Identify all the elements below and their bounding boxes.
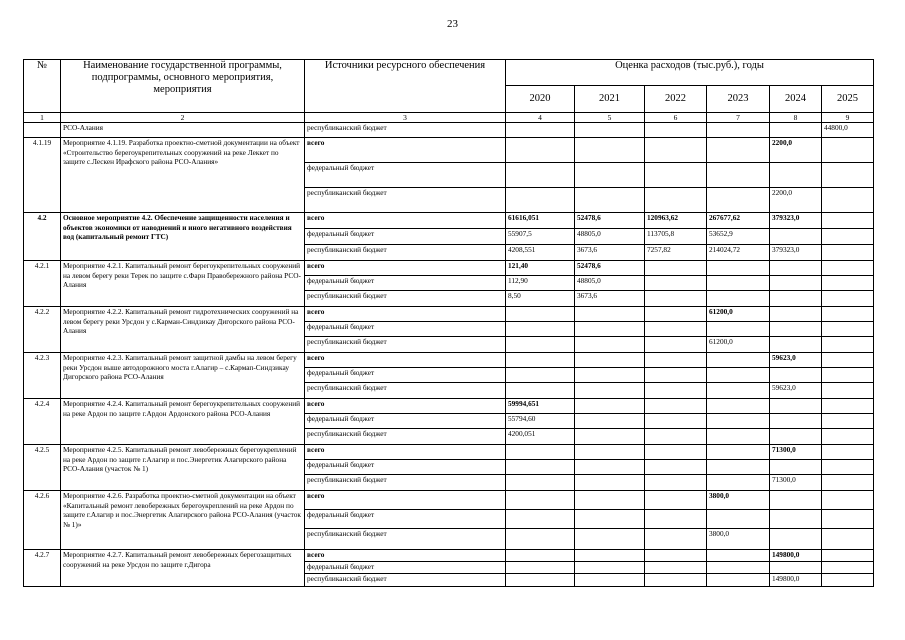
amount-cell: 52478,6 [575,213,645,229]
amount-cell [822,368,874,383]
page-number: 23 [447,18,458,30]
amount-cell [575,529,645,550]
amount-cell [822,337,874,353]
amount-cell [822,574,874,587]
amount-cell: 4200,051 [506,429,575,445]
header-num: № [24,60,61,113]
table-row [24,138,874,163]
amount-cell [822,322,874,337]
amount-cell [575,368,645,383]
amount-cell [707,261,770,276]
amount-cell: 379323,0 [770,213,822,229]
amount-cell [575,550,645,562]
amount-cell [645,429,707,445]
amount-cell: 3673,6 [575,291,645,307]
amount-cell [645,261,707,276]
amount-cell [770,229,822,245]
amount-cell [707,445,770,460]
amount-cell [506,123,575,138]
amount-cell [822,213,874,229]
amount-cell [822,399,874,414]
row-number: 4.2.5 [24,445,61,491]
amount-cell [770,368,822,383]
funding-source: республиканский бюджет [305,188,506,213]
amount-cell [822,510,874,529]
amount-cell [645,307,707,322]
amount-cell [575,123,645,138]
funding-source: федеральный бюджет [305,368,506,383]
funding-source: республиканский бюджет [305,383,506,399]
amount-cell [645,337,707,353]
amount-cell [506,529,575,550]
index-cell: 2 [61,113,305,123]
amount-cell [575,188,645,213]
amount-cell: 7257,82 [645,245,707,261]
amount-cell [645,510,707,529]
amount-cell [645,562,707,574]
table-row [24,353,874,368]
amount-cell [770,291,822,307]
funding-source: всего [305,399,506,414]
row-number: 4.2.4 [24,399,61,445]
funding-source: республиканский бюджет [305,245,506,261]
amount-cell [822,261,874,276]
amount-cell [770,510,822,529]
amount-cell [822,353,874,368]
amount-cell [575,399,645,414]
amount-cell [822,475,874,491]
amount-cell [822,460,874,475]
amount-cell [645,368,707,383]
amount-cell: 61616,051 [506,213,575,229]
amount-cell [822,138,874,163]
amount-cell [645,414,707,429]
amount-cell [770,429,822,445]
activity-name: РСО-Алания [61,123,305,138]
funding-source: республиканский бюджет [305,574,506,587]
amount-cell [822,562,874,574]
amount-cell [707,510,770,529]
amount-cell: 2200,0 [770,138,822,163]
amount-cell [506,574,575,587]
amount-cell [770,529,822,550]
amount-cell [645,276,707,291]
funding-source: республиканский бюджет [305,337,506,353]
row-number: 4.1.19 [24,138,61,213]
amount-cell: 121,40 [506,261,575,276]
amount-cell [506,491,575,510]
amount-cell [822,414,874,429]
amount-cell: 214024,72 [707,245,770,261]
amount-cell [707,562,770,574]
index-cell: 9 [822,113,874,123]
amount-cell: 48805,0 [575,229,645,245]
funding-source: федеральный бюджет [305,322,506,337]
index-cell: 5 [575,113,645,123]
expenses-table [23,59,874,587]
amount-cell [575,562,645,574]
amount-cell [707,368,770,383]
amount-cell: 52478,6 [575,261,645,276]
amount-cell: 4208,551 [506,245,575,261]
amount-cell [822,529,874,550]
amount-cell [645,475,707,491]
amount-cell [506,445,575,460]
year-cell: 2021 [575,86,645,113]
amount-cell [770,261,822,276]
amount-cell [506,562,575,574]
amount-cell [822,245,874,261]
amount-cell [707,163,770,188]
amount-cell [822,188,874,213]
amount-cell [822,383,874,399]
amount-cell [506,550,575,562]
year-cell: 2022 [645,86,707,113]
amount-cell [506,475,575,491]
amount-cell [575,353,645,368]
amount-cell [707,399,770,414]
row-number: 4.2.7 [24,550,61,587]
amount-cell [575,322,645,337]
table-row [24,550,874,562]
amount-cell [707,475,770,491]
amount-cell: 61200,0 [707,307,770,322]
amount-cell [575,138,645,163]
amount-cell [506,353,575,368]
amount-cell [822,491,874,510]
row-number: 4.2.2 [24,307,61,353]
amount-cell: 3800,0 [707,529,770,550]
amount-cell [575,460,645,475]
amount-cell [770,399,822,414]
year-cell: 2023 [707,86,770,113]
amount-cell [707,123,770,138]
activity-name: Мероприятие 4.2.7. Капитальный ремонт левобережных берегозащитных сооружений на реке Урсдон по защите г.Дигора [61,550,305,587]
funding-source: федеральный бюджет [305,276,506,291]
index-row [24,113,874,123]
year-cell: 2020 [506,86,575,113]
amount-cell: 8,50 [506,291,575,307]
funding-source: всего [305,445,506,460]
amount-cell [770,491,822,510]
amount-cell: 149800,0 [770,574,822,587]
amount-cell [707,574,770,587]
amount-cell: 59623,0 [770,353,822,368]
amount-cell: 3800,0 [707,491,770,510]
funding-source: федеральный бюджет [305,562,506,574]
amount-cell [575,383,645,399]
funding-source: федеральный бюджет [305,460,506,475]
amount-cell [645,353,707,368]
amount-cell [770,562,822,574]
amount-cell [506,368,575,383]
amount-cell [645,445,707,460]
amount-cell [645,383,707,399]
amount-cell [575,475,645,491]
funding-source: всего [305,138,506,163]
amount-cell: 379323,0 [770,245,822,261]
funding-source: федеральный бюджет [305,414,506,429]
header-source: Источники ресурсного обеспечения [305,60,506,113]
funding-source: республиканский бюджет [305,429,506,445]
row-number: 4.2.1 [24,261,61,307]
amount-cell [707,291,770,307]
amount-cell: 59623,0 [770,383,822,399]
amount-cell: 61200,0 [707,337,770,353]
table-row [24,491,874,510]
amount-cell [707,353,770,368]
amount-cell [770,123,822,138]
amount-cell [506,322,575,337]
amount-cell [506,138,575,163]
activity-name: Мероприятие 4.2.5. Капитальный ремонт левобережных берегоукреплений на реке Ардон по защите г.Алагир и пос.Энергетик Алагирского района РСО-Алания (участок № 1) [61,445,305,491]
table-row [24,261,874,276]
amount-cell [645,188,707,213]
amount-cell [770,276,822,291]
amount-cell [645,529,707,550]
amount-cell [506,163,575,188]
amount-cell: 55907,5 [506,229,575,245]
amount-cell [575,510,645,529]
index-cell: 7 [707,113,770,123]
amount-cell: 113705,8 [645,229,707,245]
row-number: 4.2.3 [24,353,61,399]
index-cell: 3 [305,113,506,123]
amount-cell: 112,90 [506,276,575,291]
amount-cell [707,383,770,399]
amount-cell [645,574,707,587]
amount-cell [822,163,874,188]
amount-cell [822,307,874,322]
header-row [24,60,874,86]
amount-cell: 48805,0 [575,276,645,291]
amount-cell [645,491,707,510]
amount-cell: 55794,60 [506,414,575,429]
amount-cell [770,163,822,188]
amount-cell [575,491,645,510]
amount-cell [822,445,874,460]
amount-cell [822,276,874,291]
amount-cell [707,460,770,475]
amount-cell [506,307,575,322]
activity-name: Мероприятие 4.2.6. Разработка проектно-сметной документации на объект «Капитальный ремонт левобережных берегоукреплений на реке Ардон по защите г.Алагир и пос.Энергетик Алагирского района РСО-Алания (участок № 1)» [61,491,305,550]
header-name: Наименование государственной программы, подпрограммы, основного мероприятия, мероприятия [61,60,305,113]
amount-cell [506,460,575,475]
index-cell: 8 [770,113,822,123]
amount-cell [770,322,822,337]
amount-cell [506,337,575,353]
amount-cell [575,337,645,353]
amount-cell [645,322,707,337]
activity-name: Мероприятие 4.2.1. Капитальный ремонт берегоукрепительных сооружений на левом берегу реки Терек по защите с.Фарн Правобережного района РСО-Алания [61,261,305,307]
funding-source: всего [305,307,506,322]
funding-source: всего [305,261,506,276]
amount-cell [506,383,575,399]
index-cell: 6 [645,113,707,123]
index-cell: 1 [24,113,61,123]
amount-cell [707,138,770,163]
amount-cell [575,307,645,322]
amount-cell [707,429,770,445]
table-row [24,399,874,414]
amount-cell [822,291,874,307]
amount-cell [506,188,575,213]
amount-cell: 149800,0 [770,550,822,562]
funding-source: всего [305,491,506,510]
year-cell: 2025 [822,86,874,113]
header-estimate: Оценка расходов (тыс.руб.), годы [506,60,874,86]
funding-source: республиканский бюджет [305,123,506,138]
table-row [24,307,874,322]
index-cell: 4 [506,113,575,123]
amount-cell [575,574,645,587]
funding-source: республиканский бюджет [305,291,506,307]
amount-cell: 2200,0 [770,188,822,213]
amount-cell [707,550,770,562]
amount-cell: 53652,9 [707,229,770,245]
amount-cell [506,510,575,529]
amount-cell: 71300,0 [770,475,822,491]
funding-source: федеральный бюджет [305,163,506,188]
amount-cell [822,550,874,562]
amount-cell: 44800,0 [822,123,874,138]
funding-source: федеральный бюджет [305,510,506,529]
amount-cell: 3673,6 [575,245,645,261]
funding-source: федеральный бюджет [305,229,506,245]
amount-cell [575,429,645,445]
amount-cell [822,429,874,445]
amount-cell [645,138,707,163]
year-cell: 2024 [770,86,822,113]
amount-cell [575,445,645,460]
funding-source: республиканский бюджет [305,529,506,550]
activity-name: Мероприятие 4.2.3. Капитальный ремонт защитной дамбы на левом берегу реки Урсдон выше автодорожного моста г.Алагир – с.Кармап-Синдзикау Дигорского района РСО-Алания [61,353,305,399]
amount-cell [645,550,707,562]
table-row [24,445,874,460]
amount-cell [645,291,707,307]
amount-cell [707,188,770,213]
amount-cell [575,163,645,188]
amount-cell [770,414,822,429]
funding-source: всего [305,550,506,562]
activity-name: Мероприятие 4.2.2. Капитальный ремонт гидротехнических сооружений на левом берегу реки Урсдон у с.Карман-Синдзикау Дигорского района РСО-Алания [61,307,305,353]
amount-cell: 71300,0 [770,445,822,460]
amount-cell [575,414,645,429]
amount-cell: 120963,62 [645,213,707,229]
amount-cell [822,229,874,245]
amount-cell [770,337,822,353]
activity-name: Мероприятие 4.1.19. Разработка проектно-сметной документации на объект «Строительство берегоукрепительных сооружений на реке Леккет по защите с.Лескен Ирафского района РСО-Алания» [61,138,305,213]
row-number: 4.2 [24,213,61,261]
activity-name: Основное мероприятие 4.2. Обеспечение защищенности населения и объектов экономики от наводнений и иного негативного воздействия вод (капитальный ремонт ГТС) [61,213,305,261]
row-number [24,123,61,138]
table-row [24,123,874,138]
amount-cell [645,163,707,188]
amount-cell: 267677,62 [707,213,770,229]
amount-cell [707,414,770,429]
amount-cell [770,460,822,475]
funding-source: всего [305,213,506,229]
amount-cell [645,460,707,475]
activity-name: Мероприятие 4.2.4. Капитальный ремонт берегоукрепительных сооружений на реке Ардон по защите г.Ардон Ардонского района РСО-Алания [61,399,305,445]
funding-source: республиканский бюджет [305,475,506,491]
funding-source: всего [305,353,506,368]
row-number: 4.2.6 [24,491,61,550]
amount-cell [707,276,770,291]
amount-cell [645,399,707,414]
amount-cell [770,307,822,322]
table-row [24,213,874,229]
amount-cell: 59994,651 [506,399,575,414]
amount-cell [707,322,770,337]
amount-cell [645,123,707,138]
